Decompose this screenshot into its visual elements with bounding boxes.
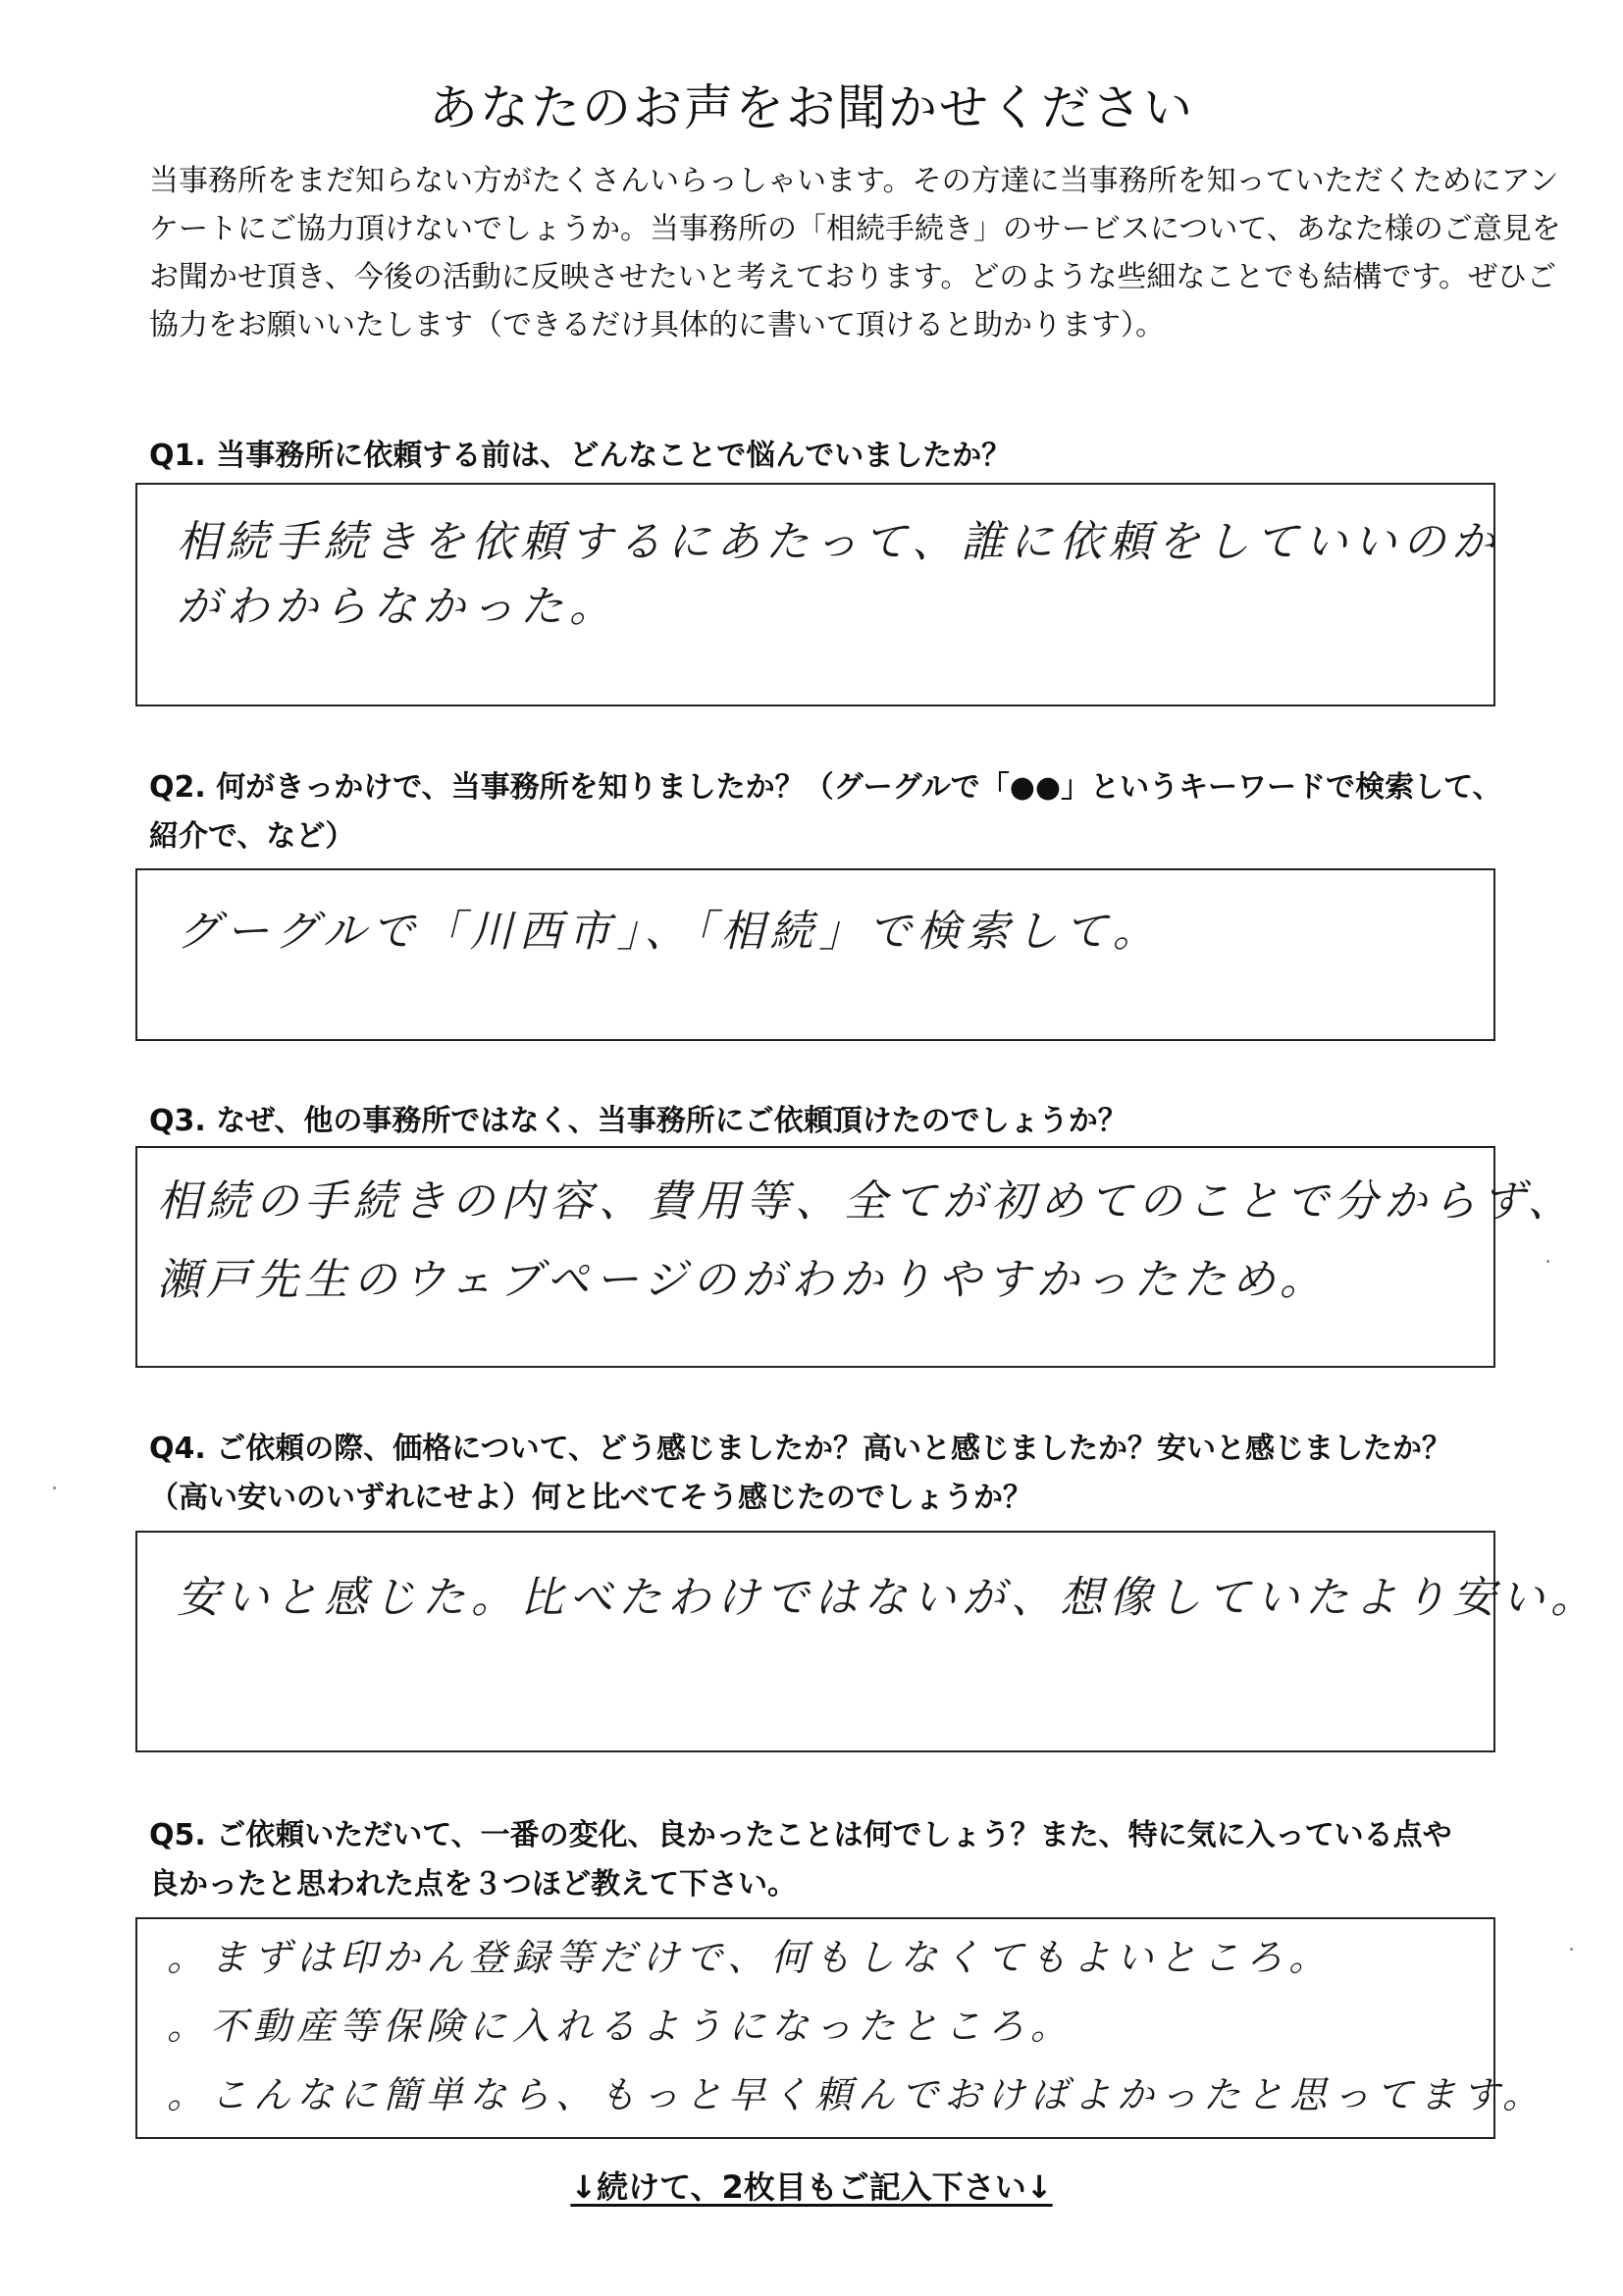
question-2-text: Q2. 何がきっかけで、当事務所を知りましたか？（グーグルで「●●」というキーワードで検索して、 bbox=[149, 770, 1502, 805]
question-4-text: （高い安いのいずれにせよ）何と比べてそう感じたのでしょうか？ bbox=[149, 1481, 1032, 1515]
scan-speck bbox=[53, 1487, 56, 1489]
answer-box-1[interactable] bbox=[135, 483, 1501, 706]
answer-2-line-1: グーグルで「川西市」、「相続」で検索して。 bbox=[177, 907, 1162, 957]
scan-speck bbox=[1570, 1948, 1573, 1951]
answer-5-line-1: 。まずは印かん登録等だけで、何もしなくてもよいところ。 bbox=[167, 1936, 1333, 1979]
continue-note bbox=[0, 2163, 1623, 2208]
answer-box-4[interactable] bbox=[135, 1531, 1599, 1752]
question-5-text: 良かったと思われた点を３つほど教えて下さい。 bbox=[149, 1867, 797, 1902]
survey-title: あなたのお声をお聞かせください bbox=[429, 79, 1194, 136]
intro-line: お聞かせ頂き、今後の活動に反映させたいと考えております。どのような些細なことでも結構です。ぜひご bbox=[149, 260, 1556, 294]
intro-text bbox=[149, 157, 1561, 349]
question-3-text: Q3. なぜ、他の事務所ではなく、当事務所にご依頼頂けたのでしょうか？ bbox=[149, 1104, 1127, 1138]
continue-note-text: ↓続けて、2枚目もご記入下さい↓ bbox=[570, 2168, 1053, 2206]
question-1-text: Q1. 当事務所に依頼する前は、どんなことで悩んでいましたか？ bbox=[149, 439, 1012, 473]
scan-speck bbox=[1546, 1260, 1549, 1263]
question-4 bbox=[149, 1425, 1523, 1523]
question-1 bbox=[149, 432, 1523, 481]
question-2-text: 紹介で、など） bbox=[149, 819, 355, 854]
answer-box-2[interactable] bbox=[135, 868, 1495, 1041]
question-2 bbox=[149, 763, 1523, 861]
answer-4-line-1: 安いと感じた。比べたわけではないが、想像していたより安い。 bbox=[177, 1573, 1599, 1623]
answer-3-line-1: 相続の手続きの内容、費用等、全てが初めてのことで分からず、 bbox=[157, 1176, 1577, 1226]
answer-box-5[interactable] bbox=[135, 1917, 1545, 2139]
answer-3-line-2: 瀬戸先生のウェブページのがわかりやすかったため。 bbox=[157, 1255, 1329, 1305]
question-5 bbox=[149, 1811, 1523, 1909]
intro-line: 当事務所をまだ知らない方がたくさんいらっしゃいます。その方達に当事務所を知っていただくためにアン bbox=[149, 164, 1559, 198]
question-5-text: Q5. ご依頼いただいて、一番の変化、良かったことは何でしょう？また、特に気に入っている点や bbox=[149, 1818, 1452, 1852]
answer-1-line-2: がわからなかった。 bbox=[177, 582, 618, 632]
intro-line: ケートにご協力頂けないでしょうか。当事務所の「相続手続き」のサービスについて、あなた様のご意見を bbox=[149, 212, 1561, 246]
intro-line: 協力をお願いいたします（できるだけ具体的に書いて頂けると助かります）。 bbox=[149, 308, 1165, 342]
answer-5-line-3: 。こんなに簡単なら、もっと早く頼んでおけばよかったと思ってます。 bbox=[167, 2073, 1545, 2116]
question-4-text: Q4. ご依頼の際、価格について、どう感じましたか？高いと感じましたか？安いと感じましたか？ bbox=[149, 1432, 1452, 1466]
answer-1-line-1: 相続手続きを依頼するにあたって、誰に依頼をしていいのか bbox=[177, 517, 1501, 567]
answer-5-line-2: 。不動産等保険に入れるようになったところ。 bbox=[167, 2005, 1074, 2048]
answer-box-3[interactable] bbox=[135, 1146, 1577, 1368]
question-3 bbox=[149, 1097, 1523, 1146]
